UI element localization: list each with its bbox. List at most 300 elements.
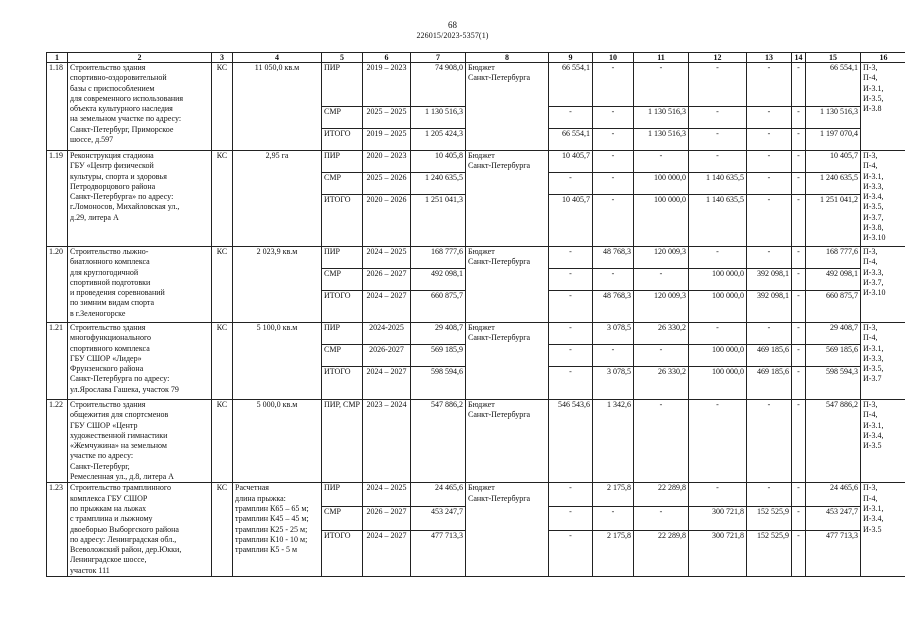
column-header: 5 bbox=[322, 53, 363, 63]
cell-line: Бюджет bbox=[468, 483, 495, 493]
cell-line: Бюджет bbox=[468, 151, 495, 160]
column-header: 16 bbox=[861, 53, 905, 63]
entry-number: 1.20 bbox=[47, 247, 68, 323]
cell-line: общежития для спортсменов bbox=[70, 410, 169, 420]
amount-cell: - bbox=[634, 269, 689, 291]
amount-cell: 492 098,1 bbox=[806, 269, 861, 291]
entry-name bbox=[68, 323, 212, 400]
amount-cell: - bbox=[792, 151, 806, 173]
stage-cell: ПИР bbox=[322, 323, 363, 345]
cell-line: шоссе, д.597 bbox=[70, 135, 114, 145]
amount-cell: - bbox=[747, 107, 792, 129]
total-cost-cell: 598 594,6 bbox=[411, 367, 466, 400]
amount-cell: - bbox=[689, 400, 747, 483]
cell-line: И-3.5, bbox=[863, 202, 884, 212]
cell-line: трамплин К5 - 5 м bbox=[235, 545, 298, 555]
amount-cell: - bbox=[634, 345, 689, 367]
amount-cell: 26 330,2 bbox=[634, 367, 689, 400]
amount-cell: - bbox=[689, 483, 747, 507]
cell-line: И-3.7, bbox=[863, 212, 884, 222]
document-id: 226015/2023-5357(1) bbox=[416, 31, 489, 40]
column-header: 10 bbox=[593, 53, 634, 63]
amount-cell: 66 554,1 bbox=[549, 63, 593, 107]
amount-cell: 2 175,8 bbox=[593, 483, 634, 507]
amount-cell: 1 140 635,5 bbox=[689, 173, 747, 195]
cell-line: И-3.1, bbox=[863, 503, 884, 513]
column-header: 12 bbox=[689, 53, 747, 63]
amount-cell: 2 175,8 bbox=[593, 530, 634, 576]
amount-cell: 453 247,7 bbox=[806, 507, 861, 531]
amount-cell: 100 000,0 bbox=[634, 173, 689, 195]
cell-line: И-3.5, bbox=[863, 364, 884, 374]
period-cell: 2024 – 2025 bbox=[363, 247, 411, 269]
table-row bbox=[47, 63, 905, 107]
cell-line: И-3.7 bbox=[863, 374, 882, 384]
cell-line: с трамплина и лыжному bbox=[70, 514, 153, 524]
indicators-cell bbox=[861, 400, 905, 483]
amount-cell: - bbox=[549, 507, 593, 531]
amount-cell: - bbox=[747, 63, 792, 107]
column-header: 9 bbox=[549, 53, 593, 63]
indicators-cell bbox=[861, 483, 905, 577]
stage-cell: СМР bbox=[322, 507, 363, 531]
cell-line: И-3.10 bbox=[863, 288, 886, 298]
cell-line: для круглогодичной bbox=[70, 267, 139, 277]
amount-cell: - bbox=[747, 129, 792, 151]
total-cost-cell: 74 908,0 bbox=[411, 63, 466, 107]
cell-line: П-4, bbox=[863, 493, 878, 503]
cell-line: Петродворцового района bbox=[70, 181, 156, 191]
cell-line: «Жемчужина» на земельном bbox=[70, 441, 167, 451]
amount-cell: - bbox=[792, 247, 806, 269]
amount-cell: 660 875,7 bbox=[806, 291, 861, 323]
period-cell: 2025 – 2026 bbox=[363, 173, 411, 195]
amount-cell: 546 543,6 bbox=[549, 400, 593, 483]
cell-line: трамплин К10 - 10 м; bbox=[235, 534, 308, 544]
period-cell: 2019 – 2023 bbox=[363, 63, 411, 107]
amount-cell: 10 405,7 bbox=[806, 151, 861, 173]
cell-line: Бюджет bbox=[468, 63, 495, 72]
amount-cell: - bbox=[792, 530, 806, 576]
cell-line: И-3.5 bbox=[863, 441, 882, 451]
entry-number: 1.22 bbox=[47, 400, 68, 483]
funding-source bbox=[466, 400, 549, 483]
amount-cell: 469 185,6 bbox=[747, 367, 792, 400]
cell-line: И-3.3, bbox=[863, 353, 884, 363]
cell-line: И-3.5, bbox=[863, 93, 884, 103]
period-cell: 2020 – 2026 bbox=[363, 195, 411, 247]
amount-cell: - bbox=[689, 151, 747, 173]
stage-cell: ПИР bbox=[322, 63, 363, 107]
amount-cell: - bbox=[792, 507, 806, 531]
total-cost-cell: 547 886,2 bbox=[411, 400, 466, 483]
total-cost-cell: 453 247,7 bbox=[411, 507, 466, 531]
cell-line: на земельном участке по адресу: bbox=[70, 114, 182, 124]
entry-capacity bbox=[233, 247, 322, 323]
cell-line: по адресу: Ленинградская обл., bbox=[70, 534, 177, 544]
total-cost-cell: 29 408,7 bbox=[411, 323, 466, 345]
amount-cell: - bbox=[792, 291, 806, 323]
entry-type: КС bbox=[212, 400, 233, 483]
cell-line: П-3, bbox=[863, 63, 878, 72]
amount-cell: 152 525,9 bbox=[747, 530, 792, 576]
amount-cell: - bbox=[792, 400, 806, 483]
amount-cell: - bbox=[689, 323, 747, 345]
total-cost-cell: 24 465,6 bbox=[411, 483, 466, 507]
column-header: 4 bbox=[233, 53, 322, 63]
amount-cell: - bbox=[593, 269, 634, 291]
table-row bbox=[47, 483, 905, 507]
amount-cell: 392 098,1 bbox=[747, 291, 792, 323]
amount-cell: - bbox=[792, 483, 806, 507]
cell-line: Санкт-Петербурга по адресу: bbox=[70, 374, 170, 384]
stage-cell: ИТОГО bbox=[322, 291, 363, 323]
amount-cell: - bbox=[747, 323, 792, 345]
cell-line: биатлонного комплекса bbox=[70, 257, 150, 267]
period-cell: 2024 – 2027 bbox=[363, 367, 411, 400]
cell-line: Расчетная bbox=[235, 483, 269, 493]
amount-cell: - bbox=[549, 107, 593, 129]
amount-cell: 120 009,3 bbox=[634, 291, 689, 323]
indicators-cell bbox=[861, 151, 905, 247]
cell-line: Санкт-Петербург, bbox=[70, 461, 130, 471]
amount-cell: 1 240 635,5 bbox=[806, 173, 861, 195]
cell-line: Санкт-Петербург, Приморское bbox=[70, 124, 174, 134]
entry-name bbox=[68, 247, 212, 323]
amount-cell: - bbox=[593, 63, 634, 107]
total-cost-cell: 168 777,6 bbox=[411, 247, 466, 269]
cell-line: П-3, bbox=[863, 151, 878, 160]
total-cost-cell: 569 185,9 bbox=[411, 345, 466, 367]
amount-cell: 3 078,5 bbox=[593, 367, 634, 400]
entry-number: 1.21 bbox=[47, 323, 68, 400]
cell-line: П-4, bbox=[863, 410, 878, 420]
stage-cell: СМР bbox=[322, 345, 363, 367]
amount-cell: 1 342,6 bbox=[593, 400, 634, 483]
amount-cell: - bbox=[549, 323, 593, 345]
amount-cell: 48 768,3 bbox=[593, 291, 634, 323]
amount-cell: 392 098,1 bbox=[747, 269, 792, 291]
cell-line: Санкт-Петербурга bbox=[468, 257, 531, 267]
cell-line: П-3, bbox=[863, 323, 878, 332]
cell-line: П-4, bbox=[863, 333, 878, 343]
stage-cell: ИТОГО bbox=[322, 367, 363, 400]
funding-source bbox=[466, 323, 549, 400]
column-header: 13 bbox=[747, 53, 792, 63]
amount-cell: 26 330,2 bbox=[634, 323, 689, 345]
entry-capacity bbox=[233, 323, 322, 400]
amount-cell: 469 185,6 bbox=[747, 345, 792, 367]
amount-cell: - bbox=[747, 483, 792, 507]
amount-cell: 48 768,3 bbox=[593, 247, 634, 269]
period-cell: 2026-2027 bbox=[363, 345, 411, 367]
cell-line: И-3.4, bbox=[863, 192, 884, 202]
cell-line: 5 000,0 кв.м bbox=[256, 400, 298, 409]
cell-line: спортивного комплекса bbox=[70, 343, 150, 353]
cell-line: И-3.3, bbox=[863, 181, 884, 191]
amount-cell: - bbox=[634, 400, 689, 483]
period-cell: 2020 – 2023 bbox=[363, 151, 411, 173]
amount-cell: 1 140 635,5 bbox=[689, 195, 747, 247]
amount-cell: 547 886,2 bbox=[806, 400, 861, 483]
amount-cell: - bbox=[634, 151, 689, 173]
cell-line: Всеволожский район, дер.Юкки, bbox=[70, 545, 182, 555]
cell-line: П-4, bbox=[863, 73, 878, 83]
amount-cell: - bbox=[634, 507, 689, 531]
column-header: 6 bbox=[363, 53, 411, 63]
cell-line: Строительство здания bbox=[70, 400, 146, 409]
column-header: 1 bbox=[47, 53, 68, 63]
entry-name bbox=[68, 151, 212, 247]
cell-line: Ленинградское шоссе, bbox=[70, 555, 147, 565]
column-header: 2 bbox=[68, 53, 212, 63]
cell-line: по прыжкам на лыжах bbox=[70, 503, 147, 513]
investment-table bbox=[46, 52, 905, 577]
amount-cell: - bbox=[549, 173, 593, 195]
amount-cell: - bbox=[792, 173, 806, 195]
cell-line: трамплин К45 – 45 м; bbox=[235, 514, 309, 524]
amount-cell: 1 197 070,4 bbox=[806, 129, 861, 151]
cell-line: Бюджет bbox=[468, 400, 495, 409]
table-row bbox=[47, 151, 905, 173]
amount-cell: - bbox=[549, 269, 593, 291]
stage-cell: СМР bbox=[322, 269, 363, 291]
cell-line: И-3.1, bbox=[863, 171, 884, 181]
cell-line: Строительство здания bbox=[70, 63, 146, 72]
entry-capacity bbox=[233, 400, 322, 483]
amount-cell: - bbox=[549, 367, 593, 400]
amount-cell: - bbox=[689, 63, 747, 107]
cell-line: комплекса ГБУ СШОР bbox=[70, 493, 148, 503]
stage-cell: ПИР, СМР bbox=[322, 400, 363, 483]
cell-line: ул.Ярослава Гашека, участок 79 bbox=[70, 384, 179, 394]
cell-line: Строительство здания bbox=[70, 323, 146, 332]
total-cost-cell: 477 713,3 bbox=[411, 530, 466, 576]
cell-line: многофункционального bbox=[70, 333, 152, 343]
amount-cell: - bbox=[549, 530, 593, 576]
amount-cell: - bbox=[593, 345, 634, 367]
amount-cell: 168 777,6 bbox=[806, 247, 861, 269]
amount-cell: - bbox=[593, 151, 634, 173]
stage-cell: СМР bbox=[322, 107, 363, 129]
stage-cell: ИТОГО bbox=[322, 129, 363, 151]
indicators-cell bbox=[861, 323, 905, 400]
cell-line: трамплин К25 - 25 м; bbox=[235, 524, 308, 534]
amount-cell: - bbox=[792, 345, 806, 367]
period-cell: 2025 – 2025 bbox=[363, 107, 411, 129]
stage-cell: ИТОГО bbox=[322, 530, 363, 576]
stage-cell: СМР bbox=[322, 173, 363, 195]
cell-line: Санкт-Петербурга bbox=[468, 493, 531, 503]
amount-cell: 1 130 516,3 bbox=[806, 107, 861, 129]
cell-line: г.Ломоносов, Михайловская ул., bbox=[70, 202, 180, 212]
cell-line: Строительство лыжно- bbox=[70, 247, 149, 256]
page-number: 68 bbox=[448, 20, 457, 30]
amount-cell: 152 525,9 bbox=[747, 507, 792, 531]
cell-line: И-3.1, bbox=[863, 83, 884, 93]
amount-cell: - bbox=[689, 107, 747, 129]
cell-line: 11 050,0 кв.м bbox=[254, 63, 300, 72]
cell-line: П-3, bbox=[863, 247, 878, 256]
table-row bbox=[47, 400, 905, 483]
amount-cell: 300 721,8 bbox=[689, 507, 747, 531]
amount-cell: - bbox=[634, 63, 689, 107]
column-header: 8 bbox=[466, 53, 549, 63]
table-row bbox=[47, 247, 905, 269]
total-cost-cell: 1 130 516,3 bbox=[411, 107, 466, 129]
cell-line: объекта культурного наследия bbox=[70, 104, 173, 114]
cell-line: трамплин К65 – 65 м; bbox=[235, 503, 309, 513]
column-header: 11 bbox=[634, 53, 689, 63]
period-cell: 2024-2025 bbox=[363, 323, 411, 345]
total-cost-cell: 10 405,8 bbox=[411, 151, 466, 173]
amount-cell: - bbox=[593, 195, 634, 247]
cell-line: для современного использования bbox=[70, 93, 184, 103]
amount-cell: 1 130 516,3 bbox=[634, 107, 689, 129]
cell-line: Санкт-Петербурга bbox=[468, 333, 531, 343]
amount-cell: - bbox=[792, 323, 806, 345]
cell-line: длина прыжка: bbox=[235, 493, 286, 503]
cell-line: участке по адресу: bbox=[70, 451, 134, 461]
amount-cell: 66 554,1 bbox=[549, 129, 593, 151]
funding-source bbox=[466, 151, 549, 247]
amount-cell: 100 000,0 bbox=[689, 367, 747, 400]
cell-line: И-3.7, bbox=[863, 277, 884, 287]
amount-cell: 22 289,8 bbox=[634, 483, 689, 507]
cell-line: Реконструкция стадиона bbox=[70, 151, 154, 160]
amount-cell: - bbox=[549, 345, 593, 367]
amount-cell: - bbox=[549, 483, 593, 507]
amount-cell: - bbox=[689, 129, 747, 151]
amount-cell: - bbox=[747, 400, 792, 483]
cell-line: И-3.8, bbox=[863, 223, 884, 233]
cell-line: ГБУ «Центр физической bbox=[70, 161, 154, 171]
entry-number: 1.23 bbox=[47, 483, 68, 577]
entry-capacity bbox=[233, 483, 322, 577]
cell-line: Фрунзенского района bbox=[70, 364, 144, 374]
amount-cell: - bbox=[792, 195, 806, 247]
amount-cell: - bbox=[792, 107, 806, 129]
amount-cell: - bbox=[792, 129, 806, 151]
entry-type: КС bbox=[212, 323, 233, 400]
header-row bbox=[47, 53, 905, 63]
entry-type: КС bbox=[212, 247, 233, 323]
cell-line: Бюджет bbox=[468, 323, 495, 332]
cell-line: ГБУ СШОР «Лидер» bbox=[70, 353, 142, 363]
amount-cell: 10 405,7 bbox=[549, 195, 593, 247]
amount-cell: - bbox=[689, 247, 747, 269]
cell-line: П-3, bbox=[863, 483, 878, 493]
amount-cell: - bbox=[549, 247, 593, 269]
total-cost-cell: 660 875,7 bbox=[411, 291, 466, 323]
cell-line: 2,95 га bbox=[265, 151, 289, 160]
column-header: 14 bbox=[792, 53, 806, 63]
amount-cell: 100 000,0 bbox=[689, 345, 747, 367]
entry-name bbox=[68, 400, 212, 483]
amount-cell: 100 000,0 bbox=[634, 195, 689, 247]
entry-capacity bbox=[233, 63, 322, 151]
amount-cell: 569 185,6 bbox=[806, 345, 861, 367]
cell-line: спортивной подготовки bbox=[70, 277, 151, 287]
amount-cell: - bbox=[792, 63, 806, 107]
total-cost-cell: 1 240 635,5 bbox=[411, 173, 466, 195]
cell-line: и проведения соревнований bbox=[70, 288, 165, 298]
cell-line: И-3.5 bbox=[863, 524, 882, 534]
cell-line: Санкт-Петербурга bbox=[468, 410, 531, 420]
column-header: 15 bbox=[806, 53, 861, 63]
amount-cell: 22 289,8 bbox=[634, 530, 689, 576]
amount-cell: - bbox=[792, 367, 806, 400]
table-row bbox=[47, 323, 905, 345]
cell-line: 5 100,0 кв.м bbox=[256, 323, 298, 332]
stage-cell: ПИР bbox=[322, 247, 363, 269]
stage-cell: ПИР bbox=[322, 483, 363, 507]
amount-cell: 300 721,8 bbox=[689, 530, 747, 576]
indicators-cell bbox=[861, 63, 905, 151]
amount-cell: - bbox=[593, 129, 634, 151]
column-header: 7 bbox=[411, 53, 466, 63]
amount-cell: - bbox=[747, 173, 792, 195]
cell-line: И-3.8 bbox=[863, 104, 882, 114]
amount-cell: 1 251 041,2 bbox=[806, 195, 861, 247]
amount-cell: 100 000,0 bbox=[689, 291, 747, 323]
entry-type: КС bbox=[212, 483, 233, 577]
funding-source bbox=[466, 63, 549, 151]
entry-name bbox=[68, 63, 212, 151]
cell-line: И-3.1, bbox=[863, 343, 884, 353]
period-cell: 2026 – 2027 bbox=[363, 269, 411, 291]
amount-cell: - bbox=[593, 107, 634, 129]
amount-cell: 10 405,7 bbox=[549, 151, 593, 173]
cell-line: И-3.3, bbox=[863, 267, 884, 277]
cell-line: художественной гимнастики bbox=[70, 430, 168, 440]
cell-line: Санкт-Петербурга bbox=[468, 161, 531, 171]
amount-cell: - bbox=[747, 247, 792, 269]
period-cell: 2019 – 2025 bbox=[363, 129, 411, 151]
cell-line: Санкт-Петербурга bbox=[468, 73, 531, 83]
funding-source bbox=[466, 247, 549, 323]
period-cell: 2024 – 2027 bbox=[363, 530, 411, 576]
total-cost-cell: 1 251 041,3 bbox=[411, 195, 466, 247]
amount-cell: - bbox=[593, 173, 634, 195]
cell-line: культуры, спорта и здоровья bbox=[70, 171, 167, 181]
amount-cell: 24 465,6 bbox=[806, 483, 861, 507]
cell-line: П-4, bbox=[863, 257, 878, 267]
column-header: 3 bbox=[212, 53, 233, 63]
cell-line: в г.Зеленогорске bbox=[70, 308, 126, 318]
period-cell: 2023 – 2024 bbox=[363, 400, 411, 483]
cell-line: И-3.10 bbox=[863, 233, 886, 243]
amount-cell: - bbox=[549, 291, 593, 323]
cell-line: Ремесленная ул., д.8, литера А bbox=[70, 472, 174, 482]
cell-line: Строительство трамплинного bbox=[70, 483, 171, 493]
period-cell: 2024 – 2025 bbox=[363, 483, 411, 507]
amount-cell: 3 078,5 bbox=[593, 323, 634, 345]
stage-cell: ИТОГО bbox=[322, 195, 363, 247]
cell-line: П-4, bbox=[863, 161, 878, 171]
indicators-cell bbox=[861, 247, 905, 323]
total-cost-cell: 492 098,1 bbox=[411, 269, 466, 291]
amount-cell: 477 713,3 bbox=[806, 530, 861, 576]
period-cell: 2024 – 2027 bbox=[363, 291, 411, 323]
cell-line: Бюджет bbox=[468, 247, 495, 256]
entry-type: КС bbox=[212, 63, 233, 151]
cell-line: ГБУ СШОР «Центр bbox=[70, 420, 138, 430]
amount-cell: 1 130 516,3 bbox=[634, 129, 689, 151]
period-cell: 2026 – 2027 bbox=[363, 507, 411, 531]
cell-line: 2 023,9 кв.м bbox=[256, 247, 298, 256]
cell-line: П-3, bbox=[863, 400, 878, 409]
